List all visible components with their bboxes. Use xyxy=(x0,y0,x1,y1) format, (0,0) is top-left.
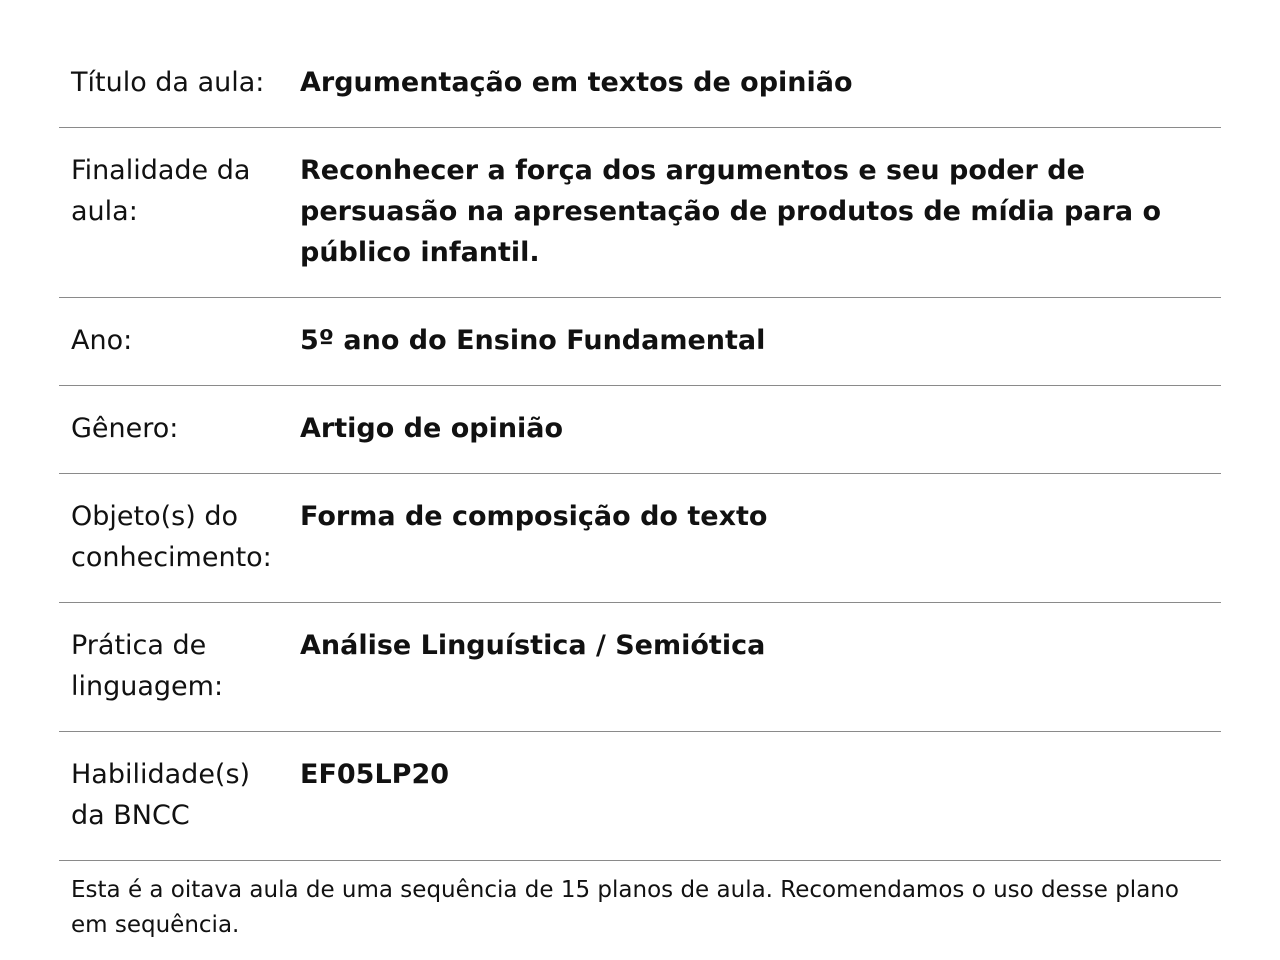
row-label: Prática de linguagem: xyxy=(71,630,224,702)
row-value: Análise Linguística / Semiótica xyxy=(300,630,766,661)
row-lesson-purpose xyxy=(59,128,1221,298)
row-label: Habilidade(s) da BNCC xyxy=(71,759,251,831)
row-label: Gênero: xyxy=(71,413,179,444)
row-value: Reconhecer a força dos argumentos e seu poder de persuasão na apresentação de produtos de mídia para o público infantil. xyxy=(300,155,1161,268)
row-lesson-title xyxy=(59,42,1221,128)
row-value: 5º ano do Ensino Fundamental xyxy=(300,325,766,356)
row-value: EF05LP20 xyxy=(300,759,450,790)
row-value: Artigo de opinião xyxy=(300,413,564,444)
row-knowledge-objects xyxy=(59,474,1221,603)
row-language-practice xyxy=(59,603,1221,732)
row-label: Objeto(s) do conhecimento: xyxy=(71,501,272,573)
sequence-note: Esta é a oitava aula de uma sequência de 15 planos de aula. Recomendamos o uso desse plano em sequência. xyxy=(71,877,1179,938)
row-label: Finalidade da aula: xyxy=(71,155,251,227)
row-year xyxy=(59,298,1221,386)
row-value: Argumentação em textos de opinião xyxy=(300,67,853,98)
row-label: Ano: xyxy=(71,325,133,356)
row-genre xyxy=(59,386,1221,474)
row-label: Título da aula: xyxy=(71,67,265,98)
row-value: Forma de composição do texto xyxy=(300,501,768,532)
lesson-plan-table xyxy=(59,42,1221,943)
row-bncc-skills xyxy=(59,732,1221,861)
